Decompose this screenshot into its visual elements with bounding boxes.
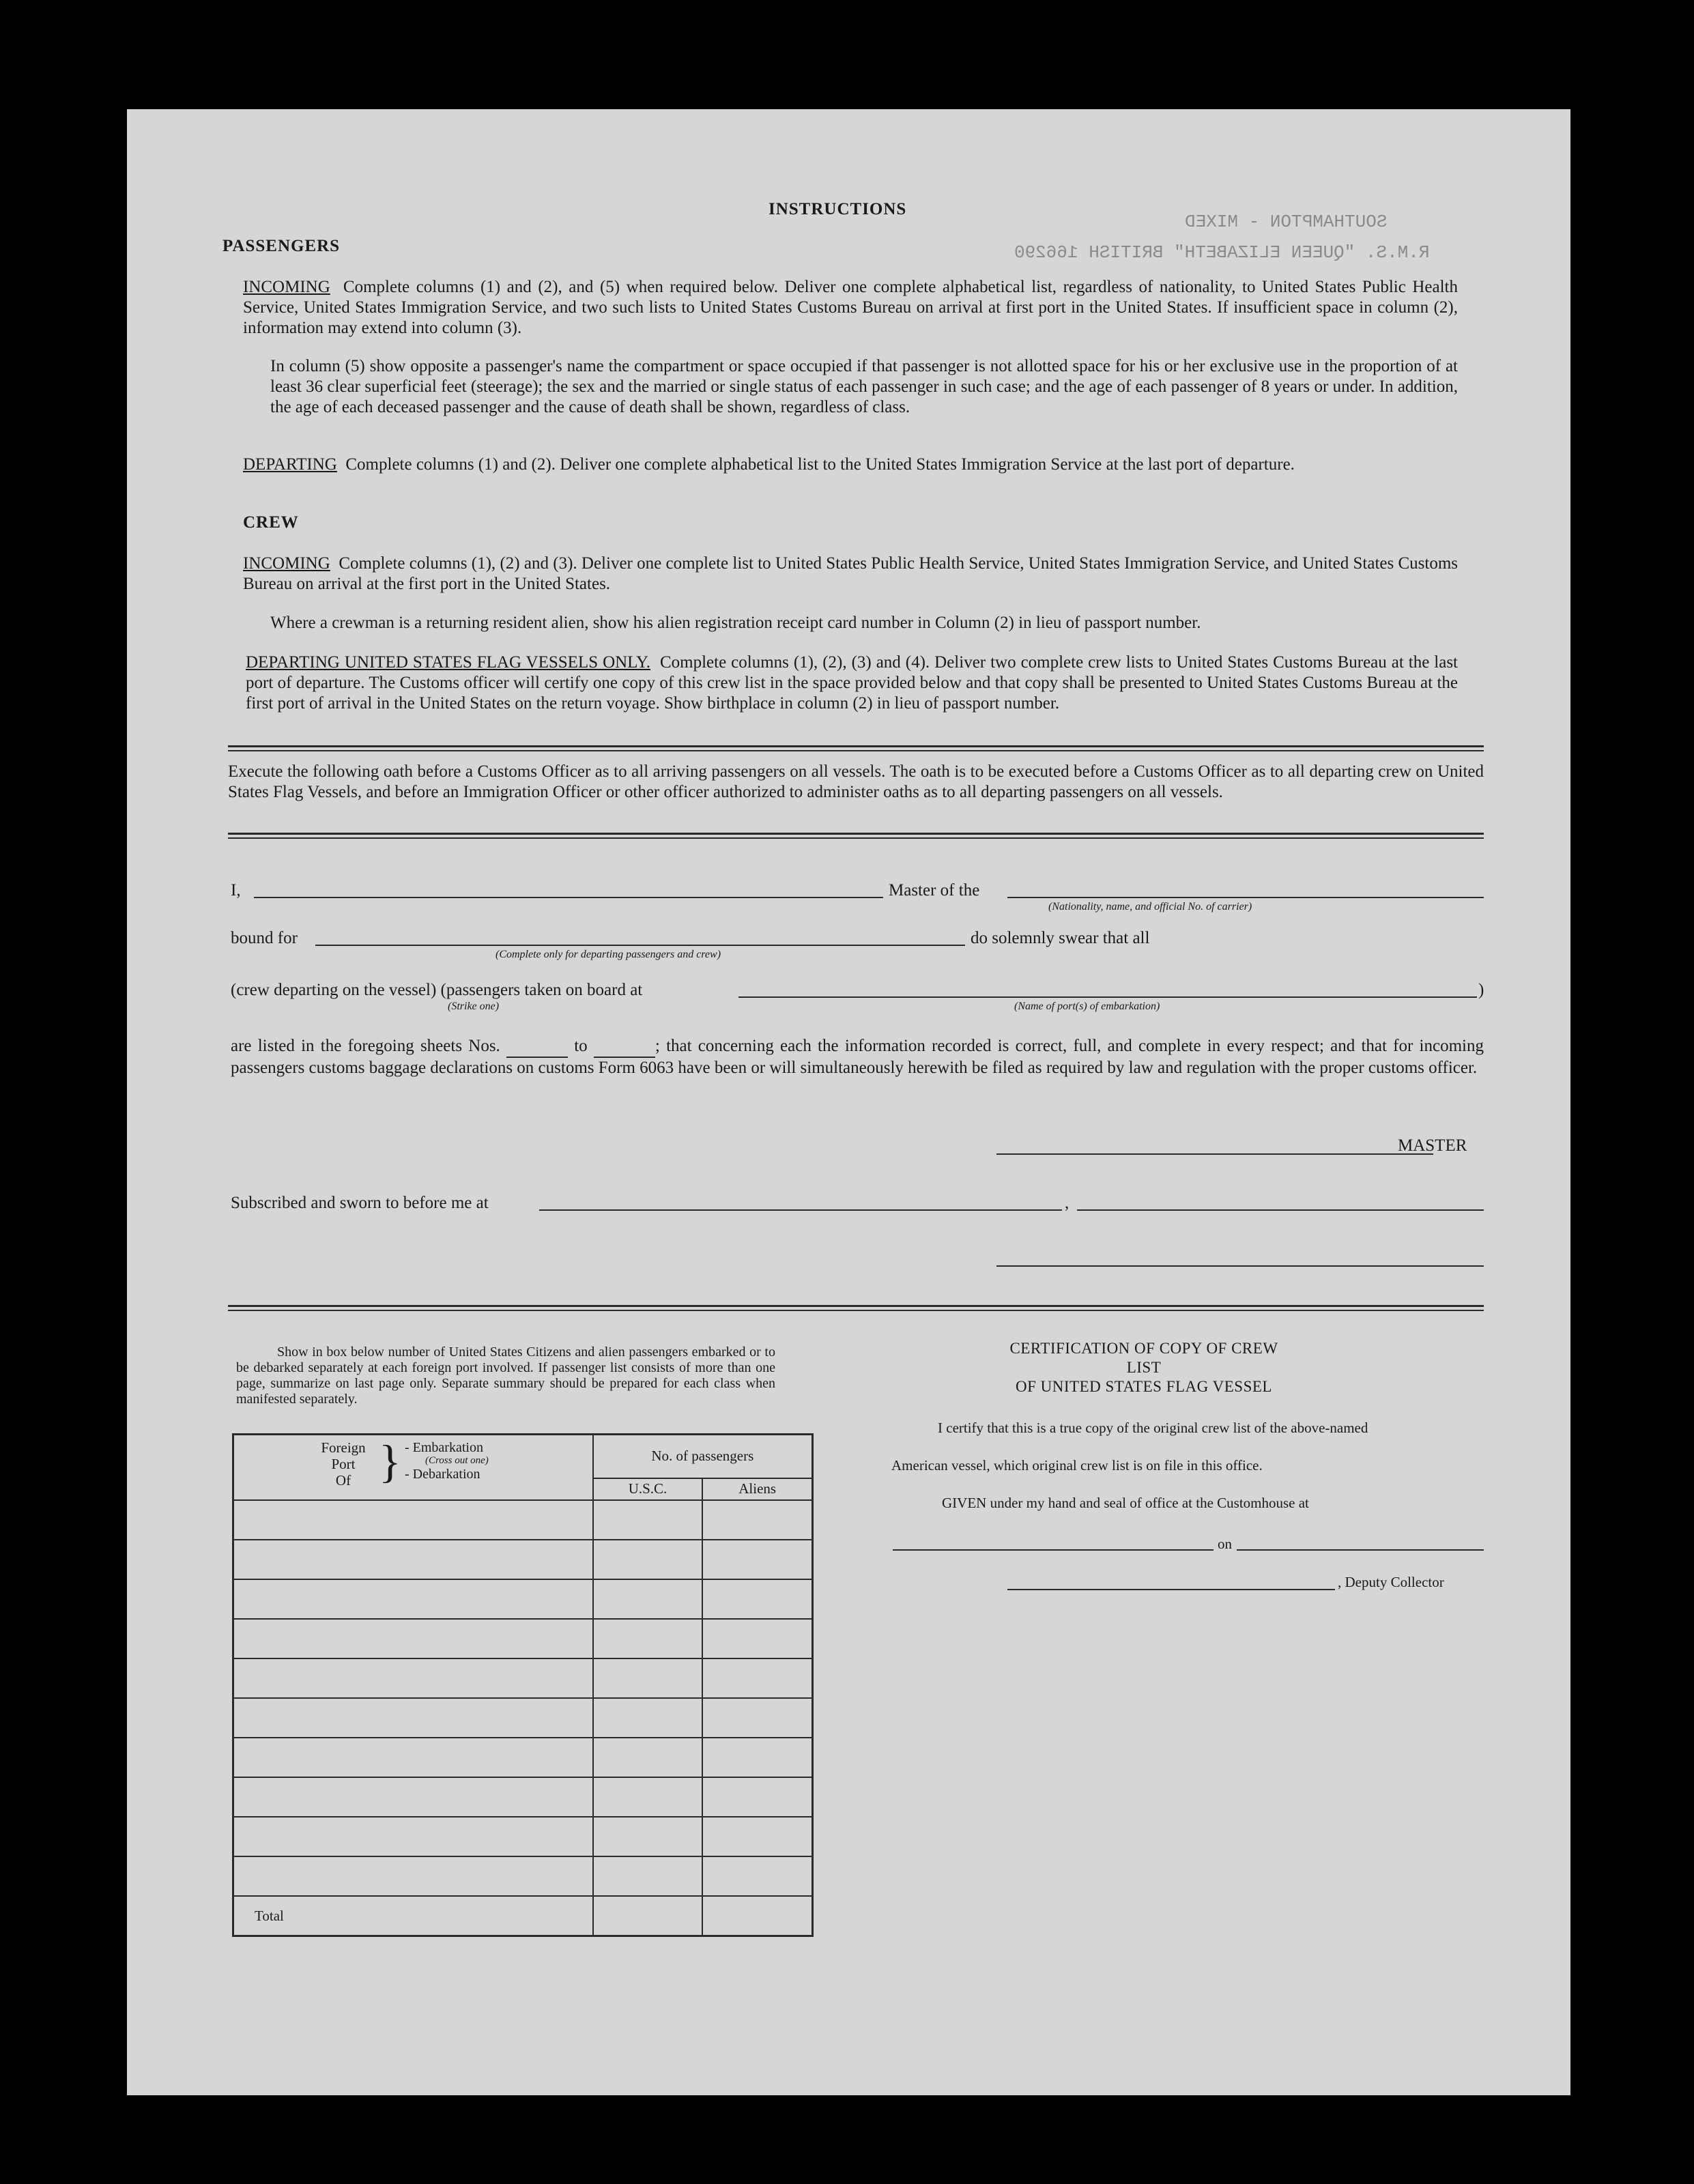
subscribed-date-line[interactable] [1077, 1209, 1484, 1211]
oath-crew-departing: (crew departing on the vessel) (passengers taken on board at [231, 981, 643, 999]
port-cell[interactable] [233, 1540, 593, 1579]
summary-row [233, 1619, 813, 1658]
crew-heading: CREW [243, 513, 299, 532]
no-of-passengers-header: No. of passengers [593, 1435, 813, 1478]
oath-intro: Execute the following oath before a Customs Officer as to all arriving passengers on all vessels. The oath is to be executed before a Customs Officer as to all departing crew on United States Flag Vessels, and before an Immigration Officer or other officer authorized to administer oaths as to all departing passengers on all vessels. [228, 762, 1484, 801]
passengers-incoming-text: Complete columns (1) and (2), and (5) when required below. Deliver one complete alphabetical list, regardless of nationality, to United States Public Health Service, United States Immigration Service, and two such lists to United States Customs Bureau on arrival at first port in the United States. If insufficient space in column (2), information may extend into column (3). [243, 278, 1459, 337]
embarkation-option[interactable]: - Embarkation [405, 1440, 483, 1455]
aliens-cell[interactable] [702, 1698, 812, 1738]
total-aliens-cell[interactable] [702, 1896, 812, 1936]
usc-cell[interactable] [593, 1856, 703, 1896]
instructions-title: INSTRUCTIONS [769, 200, 907, 218]
embarkation-ports-line[interactable] [738, 996, 1477, 998]
master-signature-line[interactable] [996, 1153, 1433, 1155]
aliens-cell[interactable] [702, 1540, 812, 1579]
foreign-port-header [233, 1435, 593, 1501]
oath-listed-paragraph [231, 1036, 1484, 1078]
summary-row [233, 1817, 813, 1856]
passengers-incoming-label: INCOMING [243, 278, 330, 296]
total-label: Total [233, 1896, 593, 1936]
port-cell[interactable] [233, 1658, 593, 1698]
summary-row [233, 1738, 813, 1777]
summary-row [233, 1579, 813, 1619]
usc-cell[interactable] [593, 1817, 703, 1856]
strike-one-note: (Strike one) [448, 1001, 500, 1012]
usc-cell[interactable] [593, 1579, 703, 1619]
passengers-departing-text: Complete columns (1) and (2). Deliver one complete alphabetical list to the United States Immigration Service at the last port of departure. [345, 455, 1295, 474]
crew-departing-text: Complete columns (1), (2), (3) and (4). Deliver two complete crew lists to United States Customs Bureau at the last port of departure. The Customs officer will certify one copy of this crew list in the space provided below and that copy shall be presented to United States Customs Bureau at the first port of arrival in the United States on the return voyage. Show birthplace in column (2) in lieu of passport number. [246, 653, 1458, 713]
foreign-label: Foreign [321, 1439, 366, 1456]
usc-cell[interactable] [593, 1698, 703, 1738]
brace-icon: } [379, 1435, 401, 1487]
oath-swear: do solemnly swear that all [971, 929, 1150, 947]
usc-header: U.S.C. [593, 1478, 703, 1500]
summary-row [233, 1658, 813, 1698]
bleed-through-text: SOUTHAMPTON - MIXED [1185, 212, 1388, 232]
cross-out-note: (Cross out one) [425, 1455, 489, 1466]
carrier-line[interactable] [1007, 897, 1484, 898]
ports-note: (Name of port(s) of embarkation) [1014, 1001, 1160, 1012]
port-cell[interactable] [233, 1500, 593, 1540]
bound-for-line[interactable] [315, 945, 965, 946]
oath-close-paren: ) [1478, 981, 1484, 999]
passengers-incoming-paragraph [243, 277, 1458, 339]
summary-row [233, 1856, 813, 1896]
aliens-header: Aliens [702, 1478, 812, 1500]
listed-text-b: ; that concerning each the information recorded is correct, full, and complete in every respect; and that for incoming passengers customs baggage declarations on customs Form 6063 have been or will simultaneously herewith be filed as required by law and regulation with the proper customs officer. [231, 1037, 1484, 1077]
certification-title-line2: OF UNITED STATES FLAG VESSEL [1016, 1378, 1272, 1395]
certify-text-b: American vessel, which original crew list is on file in this office. [891, 1457, 1263, 1474]
certify-text-a: I certify that this is a true copy of the original crew list of the above-named [938, 1420, 1368, 1436]
aliens-cell[interactable] [702, 1817, 812, 1856]
usc-cell[interactable] [593, 1658, 703, 1698]
crew-incoming-label: INCOMING [243, 554, 330, 573]
complete-only-note: (Complete only for departing passengers and crew) [496, 949, 721, 960]
master-name-line[interactable] [254, 897, 883, 898]
crew-departing-paragraph [246, 652, 1458, 714]
master-label: MASTER [1398, 1136, 1467, 1155]
deputy-collector-label: , Deputy Collector [1338, 1574, 1444, 1590]
oath-bound-for: bound for [231, 929, 298, 947]
on-text: on [1218, 1536, 1232, 1552]
of-label: Of [335, 1472, 351, 1489]
port-cell[interactable] [233, 1777, 593, 1817]
port-cell[interactable] [233, 1738, 593, 1777]
summary-instruction: Show in box below number of United States Citizens and alien passengers embarked or to be debarked separately at each foreign port involved. If passenger list consists of more than one page, summarize on last page only. Separate summary should be prepared for each class when manifested separately. [236, 1345, 775, 1407]
listed-to: to [574, 1037, 588, 1055]
officer-signature-line[interactable] [996, 1265, 1484, 1267]
passengers-column5-paragraph: In column (5) show opposite a passenger's name the compartment or space occupied if that passenger is not allotted space for his or her exclusive use in the proportion of at least 36 clear superficial feet (steerage); the sex and the married or single status of each passenger in such case; and the age of each passenger of 8 years or under. In addition, the age of each deceased passenger and the cause of death shall be shown, regardless of class. [270, 357, 1458, 416]
listed-text-a: are listed in the foregoing sheets Nos. [231, 1037, 500, 1055]
passengers-departing-paragraph [243, 455, 1458, 475]
aliens-cell[interactable] [702, 1777, 812, 1817]
port-cell[interactable] [233, 1817, 593, 1856]
summary-row [233, 1540, 813, 1579]
summary-row [233, 1777, 813, 1817]
aliens-cell[interactable] [702, 1579, 812, 1619]
port-cell[interactable] [233, 1579, 593, 1619]
sheet-from-field[interactable] [506, 1036, 568, 1058]
port-cell[interactable] [233, 1619, 593, 1658]
summary-total-row [233, 1896, 813, 1936]
usc-cell[interactable] [593, 1540, 703, 1579]
cert-date-line[interactable] [1237, 1549, 1484, 1551]
subscribed-text: Subscribed and sworn to before me at [231, 1194, 489, 1212]
port-cell[interactable] [233, 1856, 593, 1896]
form-page [127, 109, 1570, 2095]
certification-title [994, 1339, 1294, 1396]
passengers-departing-label: DEPARTING [243, 455, 337, 474]
embark-debark-choice [405, 1439, 489, 1482]
summary-row [233, 1500, 813, 1540]
aliens-cell[interactable] [702, 1500, 812, 1540]
aliens-cell[interactable] [702, 1619, 812, 1658]
summary-table-wrap [232, 1433, 814, 1937]
aliens-cell[interactable] [702, 1856, 812, 1896]
section-divider [228, 833, 1484, 839]
debarkation-option[interactable]: - Debarkation [405, 1467, 480, 1482]
sheet-to-field[interactable] [594, 1036, 655, 1058]
section-divider [228, 745, 1484, 751]
summary-table [232, 1433, 814, 1937]
crew-departing-label: DEPARTING UNITED STATES FLAG VESSELS ONLY. [246, 653, 651, 672]
subscribed-place-line[interactable] [539, 1209, 1062, 1211]
port-cell[interactable] [233, 1698, 593, 1738]
crew-incoming-paragraph [243, 554, 1458, 594]
deputy-signature-line[interactable] [1007, 1589, 1335, 1590]
foreign-port-label [309, 1439, 377, 1489]
total-usc-cell[interactable] [593, 1896, 703, 1936]
nationality-note: (Nationality, name, and official No. of carrier) [1048, 901, 1252, 913]
passengers-heading: PASSENGERS [222, 237, 341, 255]
usc-cell[interactable] [593, 1619, 703, 1658]
oath-master-of-the: Master of the [889, 881, 980, 900]
aliens-cell[interactable] [702, 1658, 812, 1698]
given-text: GIVEN under my hand and seal of office at the Customhouse at [942, 1495, 1309, 1511]
usc-cell[interactable] [593, 1500, 703, 1540]
usc-cell[interactable] [593, 1738, 703, 1777]
port-label: Port [331, 1456, 356, 1472]
oath-i: I, [231, 881, 241, 900]
summary-row [233, 1698, 813, 1738]
aliens-cell[interactable] [702, 1738, 812, 1777]
section-divider [228, 1305, 1484, 1311]
crew-resident-paragraph: Where a crewman is a returning resident alien, show his alien registration receipt card number in Column (2) in lieu of passport number. [270, 614, 1201, 632]
crew-incoming-text: Complete columns (1), (2) and (3). Deliver one complete list to United States Public Health Service, United States Immigration Service, and United States Customs Bureau on arrival at the first port in the United States. [243, 554, 1459, 593]
subscribed-comma: , [1065, 1194, 1069, 1212]
usc-cell[interactable] [593, 1777, 703, 1817]
certification-title-line1: CERTIFICATION OF COPY OF CREW LIST [1009, 1340, 1278, 1376]
bleed-through-text: R.M.S. "QUEEN ELIZABETH" BRITISH 166290 [1014, 242, 1430, 263]
customhouse-line[interactable] [893, 1549, 1214, 1551]
